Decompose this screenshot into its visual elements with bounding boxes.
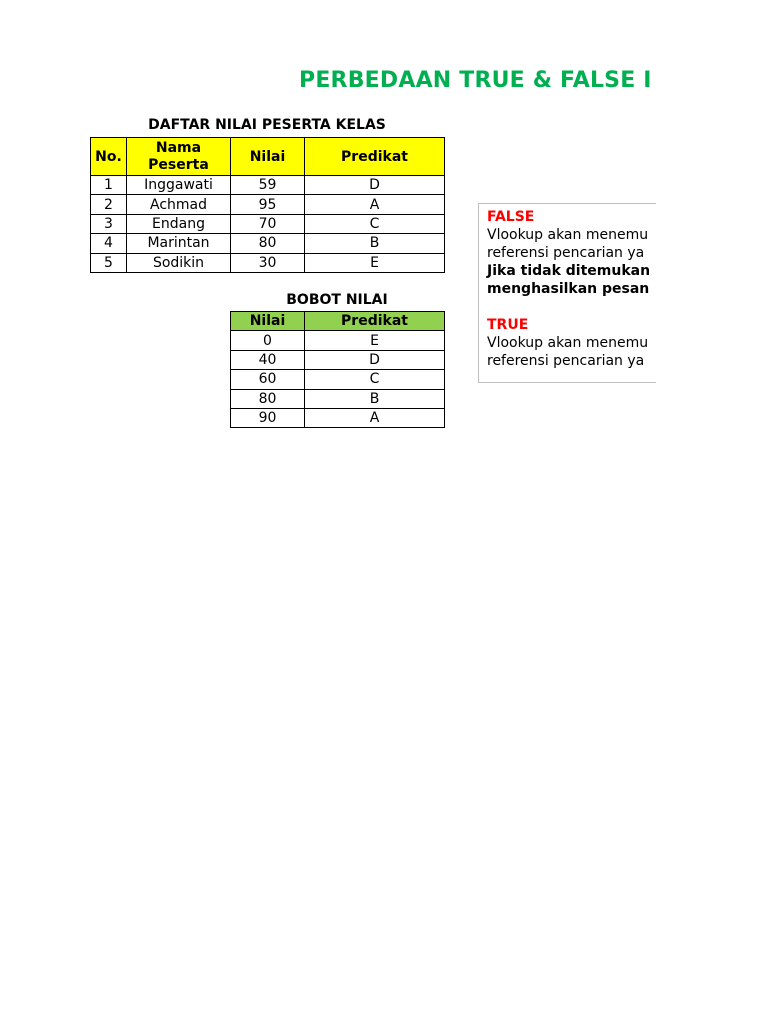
cell-predikat[interactable]: D	[305, 176, 445, 195]
daftar-title: DAFTAR NILAI PESERTA KELAS	[148, 117, 386, 133]
table-row	[231, 389, 445, 408]
table-row	[91, 253, 445, 272]
table-row	[231, 370, 445, 389]
false-label: FALSE	[487, 209, 535, 225]
col-header-nama	[127, 138, 231, 176]
cell-nilai[interactable]: 90	[231, 408, 305, 427]
cell-no[interactable]: 4	[91, 234, 127, 253]
cell-nilai[interactable]: 60	[231, 370, 305, 389]
table-row	[91, 195, 445, 214]
cell-nama[interactable]: Endang	[127, 214, 231, 233]
col-header-nilai: Nilai	[231, 138, 305, 176]
page-title: PERBEDAAN TRUE & FALSE I	[299, 68, 652, 93]
table-row	[91, 176, 445, 195]
cell-predikat[interactable]: C	[305, 214, 445, 233]
bobot-table	[230, 311, 445, 428]
false-text-line: referensi pencarian ya	[487, 245, 645, 261]
cell-nilai[interactable]: 40	[231, 350, 305, 369]
spacer	[487, 298, 656, 316]
table-row	[91, 234, 445, 253]
cell-predikat[interactable]: B	[305, 389, 445, 408]
daftar-table	[90, 137, 445, 273]
col-header-predikat: Predikat	[305, 138, 445, 176]
cell-no[interactable]: 3	[91, 214, 127, 233]
col-header-predikat: Predikat	[305, 312, 445, 331]
cell-nilai[interactable]: 80	[231, 234, 305, 253]
bobot-title: BOBOT NILAI	[286, 292, 388, 308]
cell-nilai[interactable]: 30	[231, 253, 305, 272]
cell-predikat[interactable]: A	[305, 408, 445, 427]
table-row	[231, 408, 445, 427]
cell-predikat[interactable]: D	[305, 350, 445, 369]
cell-nama[interactable]: Inggawati	[127, 176, 231, 195]
table-row	[231, 331, 445, 350]
false-bold-line: menghasilkan pesan	[487, 281, 650, 297]
cell-nama[interactable]: Achmad	[127, 195, 231, 214]
notes-textbox[interactable]	[478, 203, 656, 383]
table-header-row	[91, 138, 445, 176]
cell-nilai[interactable]: 59	[231, 176, 305, 195]
cell-predikat[interactable]: B	[305, 234, 445, 253]
true-text-line: referensi pencarian ya	[487, 353, 645, 369]
cell-no[interactable]: 1	[91, 176, 127, 195]
cell-nama[interactable]: Marintan	[127, 234, 231, 253]
cell-nama[interactable]: Sodikin	[127, 253, 231, 272]
table-row	[91, 214, 445, 233]
cell-no[interactable]: 2	[91, 195, 127, 214]
cell-nilai[interactable]: 0	[231, 331, 305, 350]
col-header-nama-text: Nama Peserta	[148, 139, 209, 173]
true-text-line: Vlookup akan menemu	[487, 335, 649, 351]
cell-nilai[interactable]: 70	[231, 214, 305, 233]
cell-predikat[interactable]: A	[305, 195, 445, 214]
col-header-nilai: Nilai	[231, 312, 305, 331]
false-bold-line: Jika tidak ditemukan	[487, 263, 651, 279]
table-row	[231, 350, 445, 369]
cell-no[interactable]: 5	[91, 253, 127, 272]
true-label: TRUE	[487, 317, 529, 333]
cell-predikat[interactable]: E	[305, 253, 445, 272]
cell-predikat[interactable]: E	[305, 331, 445, 350]
table-header-row	[231, 312, 445, 331]
cell-nilai[interactable]: 80	[231, 389, 305, 408]
false-text-line: Vlookup akan menemu	[487, 227, 649, 243]
cell-predikat[interactable]: C	[305, 370, 445, 389]
col-header-no: No.	[91, 138, 127, 176]
cell-nilai[interactable]: 95	[231, 195, 305, 214]
